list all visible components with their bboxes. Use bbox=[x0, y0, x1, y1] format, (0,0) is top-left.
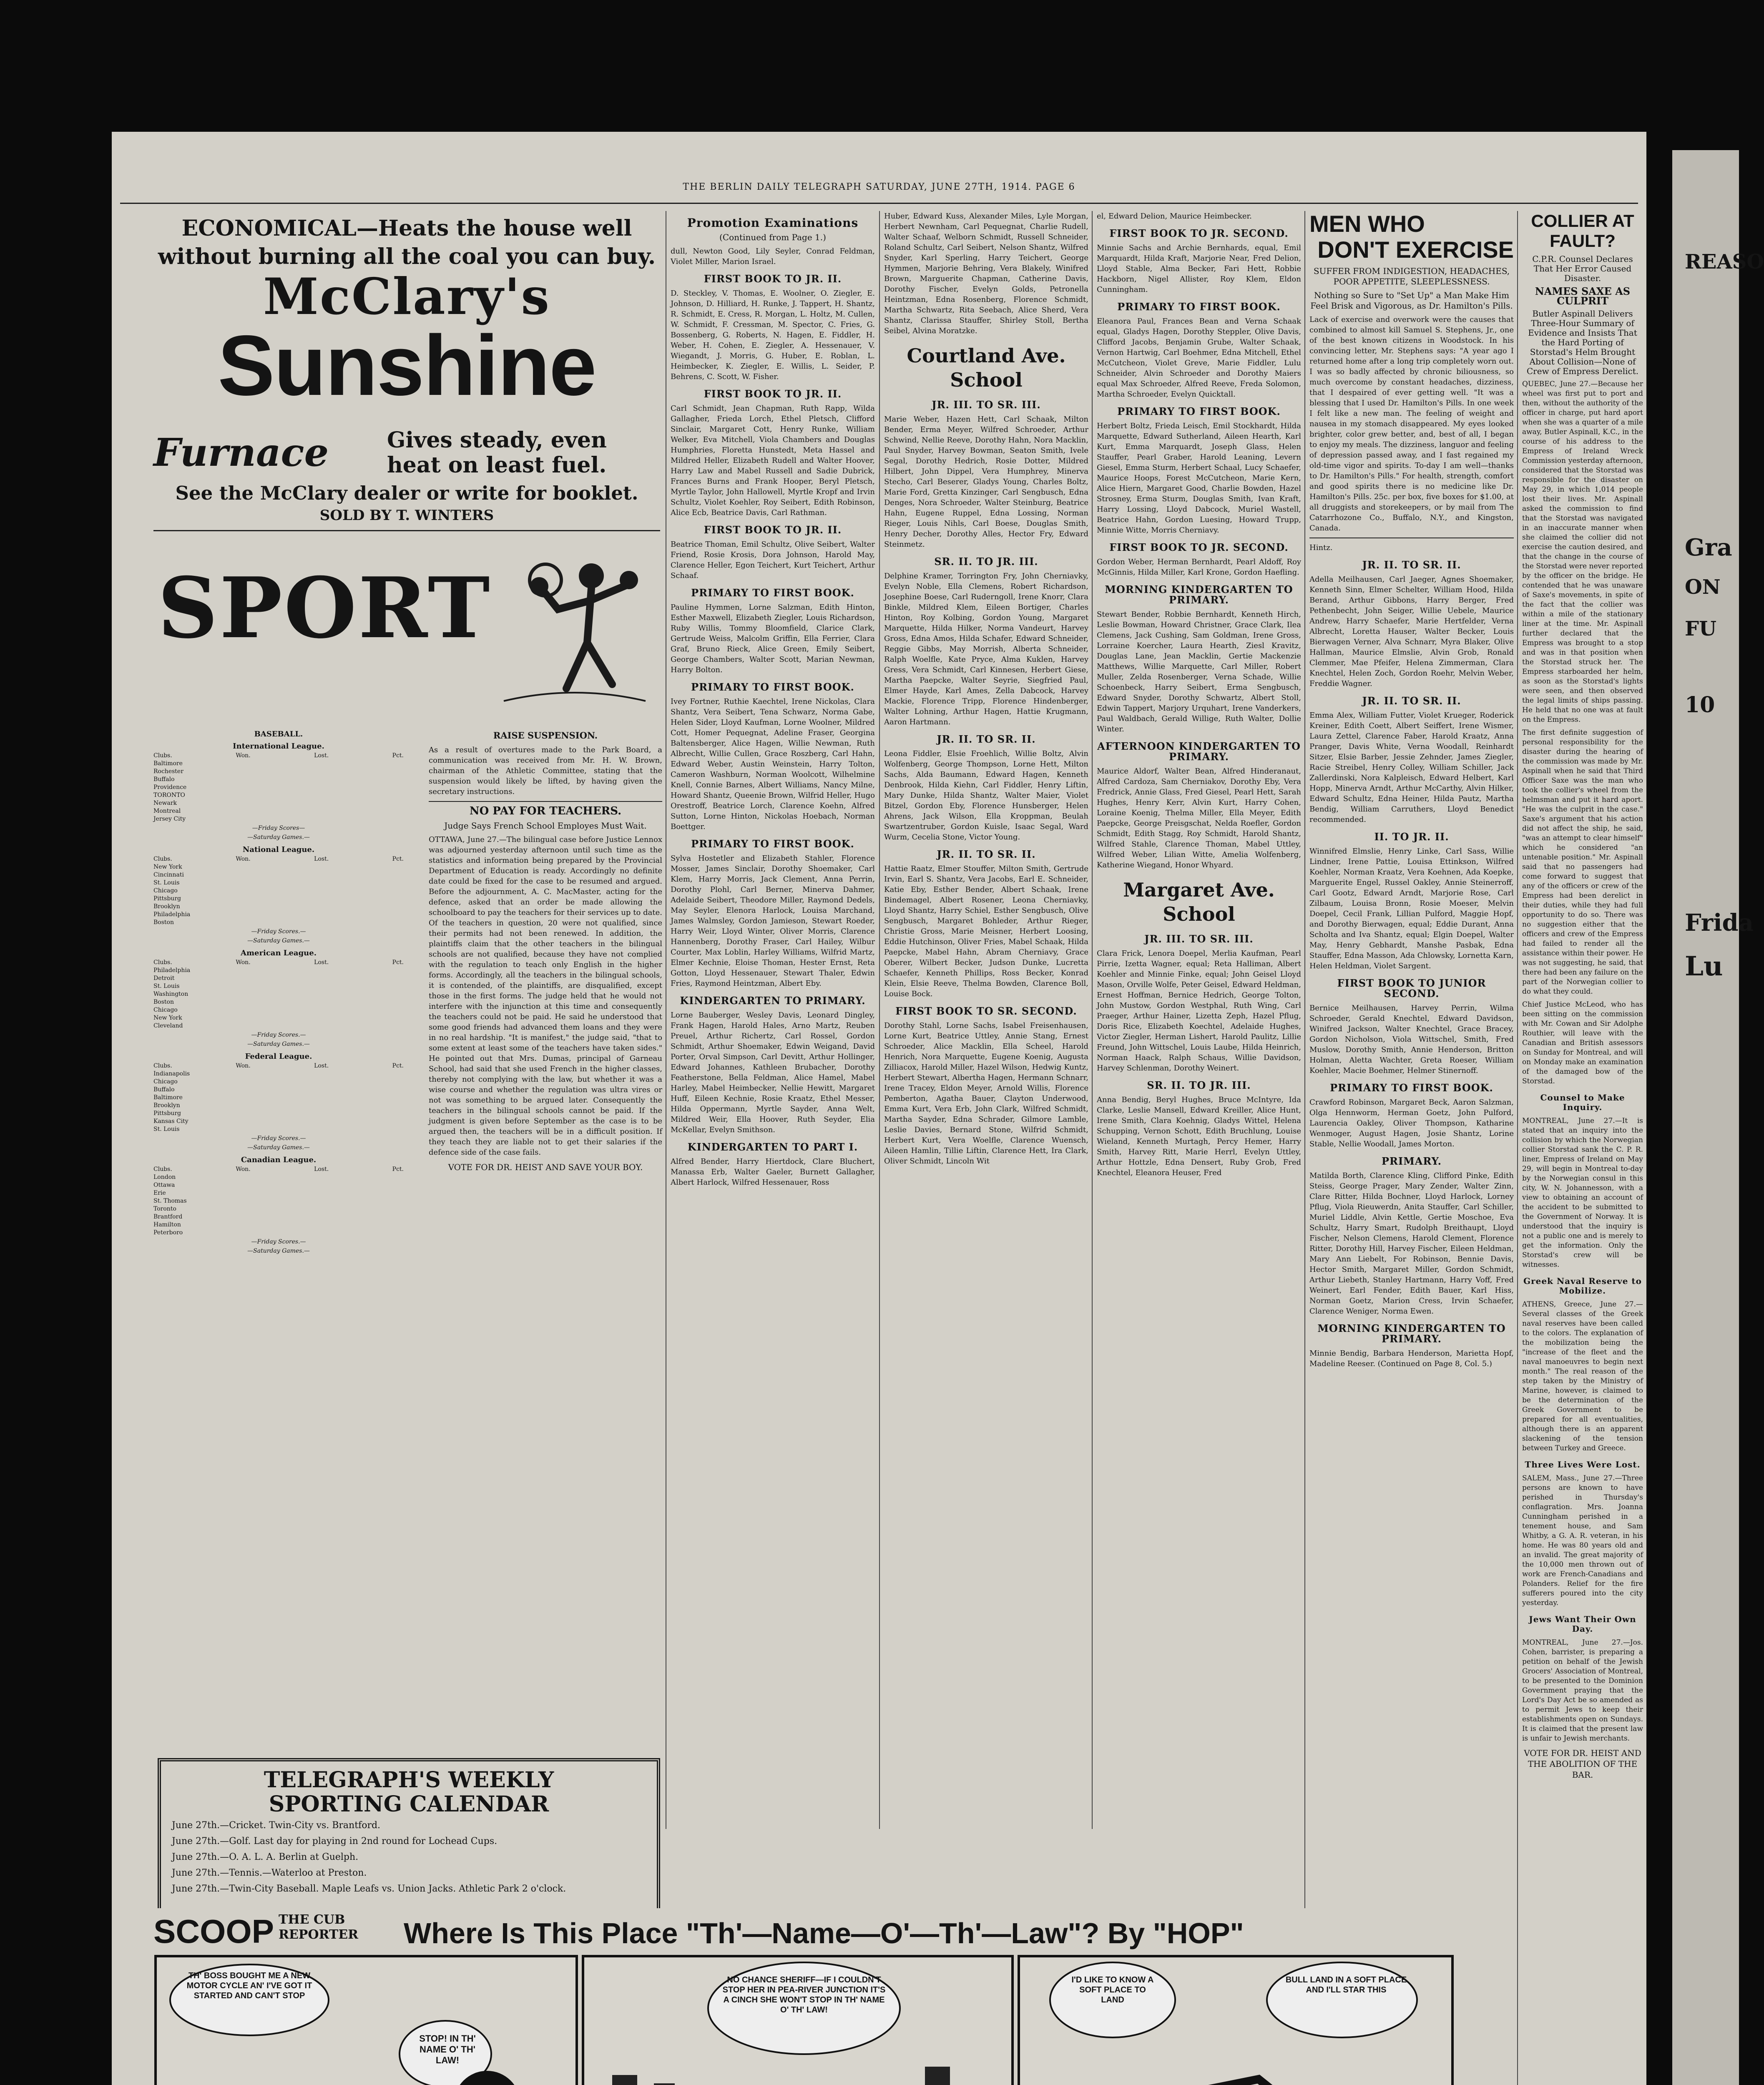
section-heading: PRIMARY TO FIRST BOOK. bbox=[1117, 405, 1281, 417]
league-team-row: Baltimore bbox=[153, 1094, 183, 1101]
calendar-row: June 27th.—Cricket. Twin-City vs. Brantford. bbox=[172, 1820, 381, 1831]
league-team-row: Cleveland bbox=[153, 1022, 183, 1029]
saturday-games-label: —Saturday Games.— bbox=[247, 1041, 310, 1048]
section-heading: FIRST BOOK TO SR. SECOND. bbox=[895, 1005, 1077, 1017]
section-names: Ivey Fortner, Ruthie Kaechtel, Irene Nickolas, Clara Shantz, Vera Seibert, Tena Schwarz, Norma Gabe, Helen Sider, Lloyd Kaufman, Lorne Woolner, Mildred Cott, Homer Pequegnat, Adeline Fraser, Georgina Baltensberger, Alice Hagen, Willie Newman, Ruth Albrecht, Willie Cullen, Grace Roszberg, Carl Hahn, Edward Weber, Austin Weinstein, Harry Tolton, Cameron Washburn, Norman Woolcott, Wilhelmine Knell, Connie Barnes, Albert Williams, Nancy Milne, Howard Shantz, Queenie Brown, Wilfrid Heller, Hugo Orestroff, Beatrice Lorch, Clarence Koehn, Alfred Sutton, Lorne Hinton, Nickolas Hoebach, Norman Boettger. bbox=[671, 697, 875, 831]
league-column-header: Pct. bbox=[392, 752, 404, 759]
section-names: Marie Weber, Hazen Hett, Carl Schaak, Milton Bender, Erma Meyer, Wilfred Schroeder, Arthur Schwind, Nellie Reeve, Dorothy Hahn, Nora Macklin, Paul Snyder, Harvey Bowman, Seaton Smith, Ivele Segal, Dorothy Hedrich, Rosie Dotter, Mildred Hilbert, John Dippel, Vera Humphrey, Minerva Stecho, Carl Beserer, Gladys Young, Charles Boltz, Marie Ford, Gretta Kinzinger, Carl Sengbusch, Edna Denges, Nora Schroeder, Walter Steinburg, Beatrice Hahn, Eugene Ruppel, Edna Lossing, Norman Rieger, Louis Nihls, Carl Boese, Douglas Smith, Henry Decher, Dorothy Alles, Hector Fry, Edward Steinmetz. bbox=[884, 415, 1088, 549]
section-heading: JR. III. TO SR. III. bbox=[1144, 933, 1254, 945]
courtland-school-heading: Courtland Ave. School bbox=[907, 344, 1066, 391]
league-team-row: Hamilton bbox=[153, 1221, 181, 1228]
section-names: D. Steckley, V. Thomas, E. Woolner, O. Ziegler, E. Johnson, D. Hilliard, H. Runke, J. Tappert, H. Shantz, R. Schmidt, E. Cress, R. Morgan, L. Holtz, M. Cullen, W. Schmidt, F. Cressman, M. Spector, C. Fries, G. Bossenberg, G. Roberts, N. Hagen, E. Fiddler, H. Weber, H. Cohen, E. Ziegler, A. Hessenauer, V. Wiegandt, J. Morris, G. Huber, E. Roblan, L. Heimbecker, K. Ziegler, E. Willis, L. Seider, P. Behrens, C. Scott, W. Fisher. bbox=[671, 289, 875, 381]
section-names: Sylva Hostetler and Elizabeth Stahler, Florence Mosser, James Sinclair, Dorothy Shoemaker, Carl Klem, Harry Morris, Jack Clement, Anna Perrin, Dorothy Plohl, Carl Berner, Minerva Dahmer, Adelaide Seibert, Theodore Miller, Raymond Dedels, May Seyler, Elenora Harlock, Louisa Marchand, James Walmsley, Gordon Jamieson, Stewart Roeder, Harry Weir, Lloyd Winter, Oliver Morris, Clarence Hannenberg, Dorothy Fraser, Carl Hailey, Wilbur Courter, Max Loblin, Harley Williams, Wilfrid Martz, Elmer Kechnie, Eloise Thoman, Hester Ernst, Reta Gotton, Lloyd Hessenauer, Stewart Thaler, Edwin Fries, Raymond Heintzman, Albert Eby. bbox=[671, 854, 875, 988]
league-column-header: Won. bbox=[236, 856, 251, 862]
col5-sections bbox=[1309, 560, 1514, 1369]
section-names: Emma Alex, William Futter, Violet Krueger, Roderick Kreiner, Edith Coett, Albert Seiffert, Irene Wismer, Laura Zettel, Clarence Faber, Harold Kraatz, Anna Pranger, Davis White, Verna Woodall, Reinhardt Sitzer, Elsie Barber, Jessie Zehnder, James Ziegler, Racie Streibel, Henry Colley, William Schiller, Jack Zallerdinski, Nora Kalpleisch, Edward Helbert, Karl Hopp, Minerva Arndt, Arthur McCarthy, Alvin Hilker, Edward Schultz, Edna Heiner, Hilda Pautz, Martha Bendig, William Carruthers, Lloyd Benedict recommended. bbox=[1309, 711, 1514, 824]
section-heading: JR. II. TO SR. II. bbox=[1362, 559, 1461, 571]
league-team-row: Washington bbox=[153, 991, 188, 997]
section-names: Herbert Boltz, Frieda Leisch, Emil Stockhardt, Hilda Marquette, Edward Sutherland, Aileen Hearth, Karl Kurt, Emma Marquardt, Joseph Glass, Helen Stauffer, Pearl Graber, Harold Leaning, Levern Giesel, Emma Sturm, Herbert Schaal, Lucy Schaefer, Maurice Hoops, Forest McCutcheon, Marie Kern, Alice Hiern, Margaret Good, Charlie Bowden, Hazel Strosney, Erma Sturm, Douglas Smith, Ivan Kraft, Harry Lossing, Lloyd Dabcock, Muriel Wastell, Beatrice Hahn, Gordon Luesing, Howard Trupp, Minnie Witte, Morris Cherniavy. bbox=[1097, 422, 1301, 535]
league-team-row: Montreal bbox=[153, 808, 181, 814]
section-names: Matilda Borth, Clarence Kling, Clifford Pinke, Edith Steiss, George Prager, Mary Zender, Walter Zinn, Clare Ritter, Hilda Bochner, Lloyd Harlock, Lorney Pflug, Viola Rieuwerdn, Anita Stauffer, Carl Schiller, Muriel Liddle, Alvin Kettle, Gertie Moschoe, Eva Schultz, Harry Smart, Rudolph Breithaupt, Lloyd Fischer, Nelson Clemens, Harold Clement, Florence Ritter, Dorothy Hill, Harvey Fischer, Eileen Heldman, Mary Ann Liebelt, For Robinson, Bennie Davis, Hector Smith, Margaret Miller, Gordon Schmidt, Arthur Liebeth, Stanley Hartmann, Harry Voff, Fred Weinert, Earl Fender, Edith Bauer, Karl Hiss, Norman Goetz, Marion Cress, Irvin Schaefer, Clarence Weniger, Norma Ewen. bbox=[1309, 1171, 1514, 1316]
league-column-header: Pct. bbox=[392, 1063, 404, 1069]
collier-body-3: Chief Justice McLeod, who has been sitting on the commission with Mr. Cowan and Sir Adolphe Routhier, will leave with the Canadian and British assessors on Sunday for Montreal, and will on Monday make an examination of the damaged bow of the Storstad. bbox=[1522, 1000, 1643, 1085]
league-team-row: New York bbox=[153, 864, 182, 870]
men-who-body: Lack of exercise and overwork were the causes that combined to almost kill Samuel S. Stephens, Jr., one of the best known citizens in Woodstock. In his convincing letter, Mr. Stephens says: "A year ago I returned home after a long trip completely worn out. I was so badly affected by chronic biliousness, so much overcome by constant headaches, dizziness, that I despaired of ever getting well. "It was a blessing that I used Dr. Hamilton's Pills. In one week I felt like a new man. The feeling of weight and nausea in my stomach disappeared. My eyes looked brighter, color grew better, and, best of all, I began to enjoy my meals. The dizziness, languor and feeling of depression passed away, and I fast regained my old-time vigor and spirits. To-day I am well—thanks to Dr. Hamilton's Pills." For health, strength, comfort and good spirits there is no medicine like Dr. Hamilton's Pills. 25c. per box, five boxes for $1.00, at all druggists and storekeepers, or by mail from The Catarrhozone Co., Buffalo, N.Y., and Kingston, Canada. bbox=[1309, 315, 1514, 533]
league-team-row: St. Thomas bbox=[153, 1198, 187, 1204]
league-team-row: Jersey City bbox=[153, 816, 186, 822]
comic-episode-title: Where Is This Place "Th'—Name—O'—Th'—Law"? By "HOP" bbox=[404, 1917, 1244, 1949]
section-heading: JR. II. TO SR. II. bbox=[1362, 695, 1461, 707]
league-column-header: Won. bbox=[236, 1063, 251, 1069]
friday-scores-label: —Friday Scores.— bbox=[251, 1238, 306, 1245]
column-rule bbox=[1304, 211, 1305, 2085]
league-column-header: Clubs. bbox=[153, 752, 172, 759]
mcclary-advertisement bbox=[153, 213, 660, 531]
section-names: Hattie Raatz, Elmer Stouffer, Milton Smith, Gertrude Irvin, Earl S. Shantz, Vera Jacobs, Earl E. Schneider, Katie Eby, Esther Bender, Albert Schaak, Irene Bindemagel, Albert Rosener, Leona Cherniavky, Lloyd Shantz, Harry Schiel, Esther Sengbusch, Olive Sengbusch, Margaret Bohleder, Arthur Rieger, Christie Gross, Marie Meisner, Herbert Loosing, Eddie Hutchinson, Oliver Fries, Mabel Schaak, Hilda Paepcke, Mabel Hahn, Abram Cherniavy, Grace Oberer, Wilbert Becker, Judson Dunke, Lucretta Schaefer, Kenneth Phillips, Ross Becker, Konrad Klein, Elsie Reeve, Thelma Bowden, Clarence Boll, Louise Bock. bbox=[884, 864, 1088, 998]
section-heading: FIRST BOOK TO JR. II. bbox=[704, 273, 842, 285]
col3-top-text: Huber, Edward Kuss, Alexander Miles, Lyle Morgan, Herbert Newnham, Carl Pequegnat, Charlie Rudell, Walter Schaaf, Welborn Schmidt, Russell Schneider, Roland Schultz, Carl Seibert, Nelson Shantz, Wilfred Snyder, Karl Sperling, Harry Teichert, George Hymmen, Marjorie Behring, Vera Blakely, Winifred Brown, Marguerite Chapman, Catherine Davis, Dorothy Fischer, Evelyn Golds, Petronella Heintzman, Edna Rosenberg, Florence Schmidt, Martha Schwartz, Rita Seebach, Alice Sherd, Vera Shantz, Clarissa Stauffer, Shirley Stoll, Bertha Seibel, Alvina Moratzke. bbox=[884, 212, 1088, 335]
sport-banner bbox=[153, 543, 660, 718]
greek-body: ATHENS, Greece, June 27.—Several classes of the Greek naval reserves have been called to the colors. The explanation of the mobilization being the "increase of the fleet and the naval manoeuvres to begin next month." The real reason of the step taken by the Ministry of Marine, however, is claimed to be the determination of the Greek Government to be prepared for all eventualities, although there is an apparent slackening of the tension between Turkey and Greece. bbox=[1522, 1300, 1643, 1452]
calendar-row: June 27th.—Golf. Last day for playing in 2nd round for Lochead Cups. bbox=[172, 1836, 498, 1846]
league-column-header: Clubs. bbox=[153, 959, 172, 966]
saturday-games-label: —Saturday Games.— bbox=[247, 1144, 310, 1151]
league-heading: American League. bbox=[241, 949, 317, 957]
men-who-heading-1: MEN WHO bbox=[1309, 211, 1425, 237]
margaret-column bbox=[1097, 211, 1301, 1821]
col5-continued: Hintz. bbox=[1309, 543, 1333, 552]
league-team-row: Philadelphia bbox=[153, 967, 191, 974]
section-heading: MORNING KINDERGARTEN TO PRIMARY. bbox=[1317, 1322, 1506, 1345]
section-names: Dorothy Stahl, Lorne Sachs, Isabel Freisenhausen, Lorne Kurt, Beatrice Uttley, Annie Stang, Ernest Schroeder, Alice Macklin, Ella Scheel, Harold Henrich, Nora Marquette, Eugene Koenig, Augusta Zilliacox, Harold Miller, Hazel Wilson, Hedwig Kuntz, Herbert Stewart, Albertha Hagen, Hermann Schnarr, Irene Tracey, Eldon Meyer, Arnold Willis, Florence Pemberton, Agatha Bauer, Clayton Underwood, Emma Kurt, Vera Erb, John Clark, Wilfred Schmidt, Martha Sayder, Edna Schrader, Gilmore Lamble, Leslie Davies, Bernard Stone, Wilfrid Schmidt, Herbert Kurt, Vera Woelfle, Clarence Wuensch, Aileen Hamlin, Tillie Liftin, Clarence Hett, Ira Clark, Oliver Schmidt, Lincoln Wit bbox=[884, 1021, 1088, 1166]
section-heading: KINDERGARTEN TO PART I. bbox=[687, 1141, 858, 1153]
section-heading: PRIMARY. bbox=[1381, 1155, 1442, 1167]
section-names: Minnie Sachs and Archie Bernhards, equal, Emil Marquardt, Hilda Kraft, Marjorie Near, Fred Delion, Lloyd Stable, Alma Becker, Fari Hett, Robbie Hackborn, Nigel Allister, Roy Klem, Eldon Cunningham. bbox=[1097, 244, 1301, 294]
league-team-row: Brooklyn bbox=[153, 903, 180, 910]
collier-body-2: The first definite suggestion of personal responsibility for the disaster during the hearing of the commission was made by Mr. Aspinall when he said that Third Officer Saxe was the man who took the collier's wheel from the helmsman and put it hard aport. "He was the culprit in the case." Saxe's argument that his action did not affect the ship, he said, "was an attempt to clear himself" which he considered "an untenable position." Mr. Aspinall said that no passengers had come forward to suggest that any of the officers or crew of the Empress had been derelict in their duties, while they had full opportunity to do so. There was no suggestion either that the officers and crew of the Empress had failed to render all the assistance within their power. He was not suggesting, he said, that there had been any failure on the part of the Norwegian collier to do what they could. bbox=[1522, 728, 1643, 996]
exams-continued: (Continued from Page 1.) bbox=[719, 232, 826, 242]
column-rule bbox=[1517, 211, 1518, 2085]
baseball-heading: BASEBALL. bbox=[254, 730, 303, 739]
adjacent-page-text-2: Gra bbox=[1685, 534, 1732, 561]
cub-line-2: REPORTER bbox=[279, 1927, 359, 1942]
raise-suspension-heading: RAISE SUSPENSION. bbox=[493, 730, 598, 741]
league-team-row: Kansas City bbox=[153, 1118, 188, 1125]
scoop-comic-strip bbox=[153, 1908, 1455, 2085]
league-tables bbox=[153, 742, 404, 1255]
section-heading: FIRST BOOK TO JR. SECOND. bbox=[1109, 541, 1289, 553]
three-lives-heading: Three Lives Were Lost. bbox=[1525, 1460, 1641, 1470]
league-team-row: St. Louis bbox=[153, 1126, 180, 1133]
saturday-games-label: —Saturday Games.— bbox=[247, 1248, 310, 1254]
calendar-title-1: TELEGRAPH'S WEEKLY bbox=[264, 1767, 554, 1793]
comic-scoop-title: SCOOP bbox=[153, 1913, 274, 1950]
col4-top-text: el, Edward Delion, Maurice Heimbecker. bbox=[1097, 212, 1252, 221]
league-team-row: Brooklyn bbox=[153, 1102, 180, 1109]
section-heading: FIRST BOOK TO JUNIOR SECOND. bbox=[1337, 977, 1486, 1000]
section-heading: MORNING KINDERGARTEN TO PRIMARY. bbox=[1105, 583, 1293, 606]
league-team-row: Buffalo bbox=[153, 1086, 175, 1093]
league-team-row: Indianapolis bbox=[153, 1070, 190, 1077]
league-team-row: Rochester bbox=[153, 768, 183, 775]
ad-tagline: Gives steady, even heat on least fuel. bbox=[387, 427, 607, 478]
league-team-row: St. Louis bbox=[153, 879, 180, 886]
section-names: Maurice Aldorf, Walter Bean, Alfred Hinderanaut, Alfred Cardoza, Sam Cherniakov, Dorothy Eby, Vera Fredrick, Annie Glass, Fred Giesel, Pearl Hett, Sarah Hughes, Henry Kerr, Alvin Kurt, Harry Cohen, Loraine Koenig, Thelma Miller, Ella Meyer, Edith Paepcke, George Preisgschat, Nelda Roefler, Gordon Schmidt, Edith Stagg, Roy Schmidt, Harold Shantz, Wilfred Stahle, Clarence Thoman, Mabel Uttley, Wilfred Weber, Lilian Witte, Amelia Wolfenberg, Katherine Wiegand, Honor Whyard. bbox=[1097, 767, 1301, 869]
sport-title: SPORT bbox=[158, 559, 492, 657]
men-who-heading-2: DON'T EXERCISE bbox=[1317, 236, 1514, 263]
adjacent-page-text-7: Lu bbox=[1685, 951, 1723, 982]
league-column-header: Lost. bbox=[314, 1166, 329, 1173]
column-rule bbox=[879, 211, 880, 1829]
ad-dealer-line: See the McClary dealer or write for booklet. bbox=[175, 482, 638, 504]
vote-bar-notice: VOTE FOR DR. HEIST AND THE ABOLITION OF THE BAR. bbox=[1524, 1748, 1641, 1780]
section-names: Carl Schmidt, Jean Chapman, Ruth Rapp, Wilda Gallagher, Frieda Lorch, Ethel Pletsch, Clifford Sinclair, Margaret Cott, Henry Runke, William Welker, Eva Mitchell, Viola Chambers and Douglas Humphries, Floretta Hunstedt, Meta Hassel and Mildred Heller, Elizabeth Rudell and Walter Hoover, Harry Law and Mabel Russell and Sadie Dubrick, Frances Burns and Frank Hooper, Beryl Pletsch, Myrtle Taylor, John Hallowell, Myrtle Kropf and Irvin Schultz, Violet Koehler, Roy Seibert, Edith Robinson, Alice Ecb, Beatrice Davis, Carl Rathman. bbox=[671, 404, 875, 517]
league-columns bbox=[153, 855, 404, 863]
league-team-row: Brantford bbox=[153, 1213, 183, 1220]
league-team-row: Erie bbox=[153, 1190, 166, 1196]
section-heading: PRIMARY TO FIRST BOOK. bbox=[691, 681, 854, 693]
league-column-header: Lost. bbox=[314, 1063, 329, 1069]
league-team-row: Philadelphia bbox=[153, 911, 191, 918]
league-column-header: Won. bbox=[236, 752, 251, 759]
comic-panels bbox=[153, 1954, 1455, 2085]
adjacent-page-text-1: REASO bbox=[1685, 250, 1764, 274]
three-lives-body: SALEM, Mass., June 27.—Three persons are known to have perished in Thursday's conflagration. Mrs. Joanna Cunningham perished in a tenement house, and Sam Whitby, a G. A. R. veteran, in his home. He was 80 years old and an invalid. The great majority of the 10,000 men thrown out of work are French-Canadians and Polanders. Relief for the fire sufferers poured into the city yesterday. bbox=[1522, 1474, 1643, 1607]
collier-culprit-heading: NAMES SAXE AS CULPRIT bbox=[1535, 285, 1631, 307]
comic-balloon-3: NO CHANCE SHERIFF—IF I COULDN'T STOP HER IN PEA-RIVER JUNCTION IT'S A CINCH SHE WON'T STOP IN TH' NAME O' TH' LAW! bbox=[722, 1975, 886, 2015]
league-team-row: Toronto bbox=[153, 1206, 176, 1212]
saturday-games-label: —Saturday Games.— bbox=[247, 834, 310, 841]
men-who-subheading-2: Nothing so Sure to "Set Up" a Man Make Him Feel Brisk and Vigorous, as Dr. Hamilton's Pills. bbox=[1310, 290, 1513, 311]
section-heading: KINDERGARTEN TO PRIMARY. bbox=[680, 995, 866, 1007]
league-columns bbox=[153, 752, 404, 760]
comic-balloon-4: I'D LIKE TO KNOW A SOFT PLACE TO LAND bbox=[1071, 1975, 1154, 2005]
section-heading: JR. II. TO SR. II. bbox=[937, 848, 1036, 860]
newspaper-page bbox=[112, 132, 1646, 2085]
section-heading: SR. II. TO JR. III. bbox=[1147, 1079, 1251, 1091]
comic-balloon-1: TH' BOSS BOUGHT ME A NEW MOTOR CYCLE AN' I'VE GOT IT STARTED AND CAN'T STOP bbox=[186, 1971, 312, 2000]
league-heading: Canadian League. bbox=[241, 1156, 317, 1164]
section-heading: JR. III. TO SR. III. bbox=[932, 399, 1041, 411]
section-heading: PRIMARY TO FIRST BOOK. bbox=[691, 587, 854, 599]
section-names: Leona Fiddler, Elsie Froehlich, Willie Boltz, Alvin Wolfenberg, George Thompson, Lorne Hett, Milton Sachs, Alda Baumann, Edward Hagen, Kenneth Denbrook, Hilda Kiehn, Carl Fiddler, Henry Liftin, Mary Dunke, Hilda Shantz, Walter Maier, Violet Bitzel, Gordon Eby, Florence Hunsberger, Helen Ahrens, Jack Wilson, Ella Kroppman, Beulah Swartzentruber, Gordon Kuisle, Isaac Segal, Ward Wurm, Cecelia Stone, Victor Young. bbox=[884, 749, 1088, 842]
vote-heist-notice: VOTE FOR DR. HEIST AND SAVE YOUR BOY. bbox=[448, 1162, 643, 1172]
collier-summary: Butler Aspinall Delivers Three-Hour Summary of Evidence and Insists That the Hard Porting of Storstad's Helm Brought About Collision—None of Crew of Empress Derelict. bbox=[1526, 309, 1639, 376]
counsel-body: MONTREAL, June 27.—It is stated that an inquiry into the collision by which the Norwegian collier Storstad sank the C. P. R. liner, Empress of Ireland on May 29, will begin in Montreal to-day by the Norwegian consul in this city, W. N. Johannesson, with a view to obtaining an account of the accident to be submitted to the Government of Norway. It is understood that the inquiry is not a public one and is merely to get the information. Only the Storstad's crew will be witnesses. bbox=[1522, 1117, 1643, 1269]
adjacent-page bbox=[1672, 150, 1764, 2085]
league-team-row: New York bbox=[153, 1015, 182, 1021]
section-names: Lorne Bauberger, Wesley Davis, Leonard Dingley, Frank Hagen, Harold Hales, Arno Martz, Reuben Preuel, Arthur Richertz, Carl Rossel, Gordon Schmidt, Arthur Shoemaker, Edwin Weigand, David Porter, Orval Simpson, Carl Devitt, Arthur Hollinger, Edward Johannes, Kathleen Brubacher, Dorothy Featherstone, Bella Feldman, Alice Hamel, Mabel Harley, Mabel Heimbecker, Nellie Hewitt, Margaret Huff, Eileen Kechnie, Rosie Kraatz, Ethel Messer, Hilda Oppermann, Myrtle Sayder, Anna Welt, Mildred Weir, Ella Hoover, Ruth Seyder, Elia McKellar, Evelyn Smithson. bbox=[671, 1011, 875, 1134]
league-team-row: Providence bbox=[153, 784, 187, 791]
promotion-exams-column bbox=[671, 211, 875, 1821]
collier-heading: COLLIER AT FAULT? bbox=[1531, 211, 1634, 251]
league-heading: International League. bbox=[233, 742, 324, 751]
league-team-row: Baltimore bbox=[153, 760, 183, 767]
section-names: Eleanora Paul, Frances Bean and Verna Schaak equal, Gladys Hagen, Dorothy Steppler, Olive Davis, Clifford Jacobs, Benjamin Grube, Walter Schaak, Vernon Hartwig, Carl Boehmer, Edna Mitchell, Ethel McCutcheon, Violet Greve, Marie Fiddler, Lulu Schneider, Alvin Schroeder and Dorothy Maiers equal Max Schroeder, Alfred Reeve, Freda Solomon, Martha Schroeder, Evelyn Quicktall. bbox=[1097, 317, 1301, 399]
league-column-header: Won. bbox=[236, 1166, 251, 1173]
saturday-games-label: —Saturday Games.— bbox=[247, 937, 310, 944]
league-team-row: Buffalo bbox=[153, 776, 175, 783]
league-team-row: Chicago bbox=[153, 1007, 178, 1013]
adjacent-page-text-6: Frida bbox=[1685, 909, 1754, 937]
exams-intro: dull, Newton Good, Lily Seyler, Conrad Feldman, Violet Miller, Marion Israel. bbox=[671, 247, 875, 266]
league-team-row: Detroit bbox=[153, 975, 175, 982]
league-columns bbox=[153, 959, 404, 967]
league-columns bbox=[153, 1062, 404, 1070]
adjacent-page-text-5: 10 bbox=[1685, 692, 1715, 718]
league-team-row: TORONTO bbox=[153, 792, 185, 799]
collier-column bbox=[1522, 211, 1643, 2085]
section-heading: FIRST BOOK TO JR. II. bbox=[704, 388, 842, 400]
exams-sections bbox=[671, 274, 875, 1188]
league-team-row: Chicago bbox=[153, 1078, 178, 1085]
friday-scores-label: —Friday Scores.— bbox=[251, 1135, 306, 1142]
comic-cub-reporter bbox=[279, 1912, 358, 1942]
league-team-row: Newark bbox=[153, 800, 177, 806]
league-column-header: Lost. bbox=[314, 959, 329, 966]
league-heading: Federal League. bbox=[245, 1052, 312, 1061]
section-names: Stewart Bender, Robbie Bernhardt, Kenneth Hirch, Leslie Bowman, Howard Christner, Grace Clark, Ilea Clemens, Jack Cushing, Sam Goldman, Irene Gross, Lorraine Koercher, Laura Hearth, Ziesl Kravitz, Douglas Lane, Jean Macklin, Gertie Mackenzie Matthews, Willie Marquette, Carl Miller, Robert Muller, Zelda Rosenberger, Verna Schade, Willie Schoenbeck, Harry Seibert, Erma Sengbusch, Edward Snyder, Dorothy Schwartz, Albert Stoll, Edwin Tappert, Marjory Urquhart, Irene Vanderkers, Paul Waldbach, Gerald Willige, Ruth Walter, Dollie Winter. bbox=[1097, 610, 1301, 734]
league-column-header: Pct. bbox=[392, 959, 404, 966]
league-team-row: Chicago bbox=[153, 887, 178, 894]
margaret-sections bbox=[1097, 934, 1301, 1178]
adjacent-page-text-3: ON bbox=[1685, 575, 1721, 599]
league-team-row: Boston bbox=[153, 999, 174, 1005]
baseball-standings bbox=[153, 726, 404, 1256]
calendar-row: June 27th.—Tennis.—Waterloo at Preston. bbox=[172, 1868, 367, 1878]
no-pay-subheading: Judge Says French School Employes Must Wait. bbox=[444, 821, 647, 831]
collier-subheading: C.P.R. Counsel Declares That Her Error Caused Disaster. bbox=[1532, 254, 1633, 283]
section-names: Winnifred Elmslie, Henry Linke, Carl Sass, Willie Lindner, Irene Pattie, Louisa Ettinkson, Wilfred Koehler, Norman Kraatz, Vera Koehnen, Ada Koepke, Marguerite Engel, Russel Oakley, Annie Steinerroff, Carl Gootz, Edward Arndt, Marjorie Rose, Carl Zilbaum, Louisa Bronn, Rosie Moeser, Melvin Doepel, Cecil Frank, Lillian Pulford, Maggie Hopf, and Dorothy Bierwagen, equal; Eddie Durant, Anna Scholta and Iva Shantz, equal; Elgin Doepel, Walter May, Henry Gebhardt, Manshe Pasbak, Edna Stauffer, Edna Masson, Ada Chlowsky, Lornetta Karn, Helen Heldman, Violet Sargent. bbox=[1309, 847, 1514, 970]
section-heading: PRIMARY TO FIRST BOOK. bbox=[691, 838, 854, 850]
friday-scores-label: —Friday Scores— bbox=[252, 825, 305, 831]
league-team-row: Pittsburg bbox=[153, 1110, 181, 1117]
comic-balloon-5: BULL LAND IN A SOFT PLACE AND I'LL STAR THIS bbox=[1285, 1975, 1407, 1995]
comic-balloon-2: STOP! IN TH' NAME O' TH' LAW! bbox=[419, 2033, 476, 2065]
league-column-header: Clubs. bbox=[153, 856, 172, 862]
section-names: Bernice Meilhausen, Harvey Perrin, Wilma Schroeder, Gerald Knechtel, Edward Davidson, Winifred Jackson, Walter Knechtel, Grace Bracey, Gordon Nicholson, Viola Wittschel, Smith, Fred Muslow, Dorothy Smith, Annie Henderson, Britton Holman, Aletta Wachter, Greta Roeser, William Koehler, Macie Boehmer, Helmer Stinernoff. bbox=[1309, 1004, 1514, 1075]
league-column-header: Clubs. bbox=[153, 1166, 172, 1173]
league-column-header: Lost. bbox=[314, 856, 329, 862]
raise-suspension-body: As a result of overtures made to the Park Board, a communication was received from Mr. H. W. Brown, chairman of the Athletic Committee, stating that the suspension would likely be lifted, by having given the secretary instructions. bbox=[429, 746, 662, 796]
league-column-header: Won. bbox=[236, 959, 251, 966]
friday-scores-label: —Friday Scores.— bbox=[251, 928, 306, 935]
ad-headline-2: without burning all the coal you can buy. bbox=[158, 244, 656, 269]
calendar-row: June 27th.—Twin-City Baseball. Maple Leafs vs. Union Jacks. Athletic Park 2 o'clock. bbox=[172, 1884, 566, 1894]
section-heading: PRIMARY TO FIRST BOOK. bbox=[1330, 1082, 1493, 1094]
section-heading: SR. II. TO JR. III. bbox=[934, 555, 1038, 568]
league-column-header: Lost. bbox=[314, 752, 329, 759]
page-masthead: THE BERLIN DAILY TELEGRAPH SATURDAY, JUNE 27TH, 1914. PAGE 6 bbox=[120, 182, 1638, 204]
league-column-header: Pct. bbox=[392, 1166, 404, 1173]
section-names: Adella Meilhausen, Carl Jaeger, Agnes Shoemaker, Kenneth Sinn, Elmer Schelter, William Hood, Hilda Berand, Arthur Gibbons, Harry Berger, Fred Pethenbecht, John Seiger, Willie Uebele, Maurice Andrew, Harry Schaefer, Marie Hertfelder, Verna Albrecht, Loretta Hauser, Walter Becker, Louis Bierwagen Verner, Alva Schnarr, Myra Blaker, Olive Hallman, Maurice Elmslie, Alvin Grob, Ronald Clemmer, Mae Pfeifer, Helena Zimmerman, Clara Knechtel, Helen Zoch, Gordon Roehr, Melvin Weber, Freddie Wagner. bbox=[1309, 575, 1514, 688]
jews-heading: Jews Want Their Own Day. bbox=[1529, 1614, 1636, 1634]
no-pay-heading: NO PAY FOR TEACHERS. bbox=[469, 805, 622, 817]
col4-sections bbox=[1097, 228, 1301, 870]
men-who-column bbox=[1309, 211, 1514, 2085]
league-team-row: St. Louis bbox=[153, 983, 180, 990]
section-names: Delphine Kramer, Torrington Fry, John Cherniavky, Evelyn Noble, Ella Clemens, Robert Richardson, Josephine Boese, Carl Ruderngoll, Irene Knorr, Clara Binkle, Mildred Klem, Eileen Bortiger, Charles Hinton, Roy Kolbing, Gordon Young, Margaret Marquette, Hilda Hilker, Norma Vandeurt, Harvey Gross, Edna Amos, Hilda Schafer, Edward Schneider, Reggie Gibbs, May Morrish, Alberta Schneider, Ralph Woelfle, Kate Pryce, Alma Kuklen, Harvey Gress, Vera Schmidt, Carl Kinnesen, Herbert Giese, Martha Paepcke, Walter Seyrie, Siegfried Paul, Elmer Hayde, Karl Ames, Zella Dabcock, Harvey Mackie, Florence Tripp, Florence Hindenberger, Walter Lohning, Arthur Hagen, Hattie Krugmann, Aaron Hartmann. bbox=[884, 572, 1088, 726]
divider bbox=[429, 801, 662, 802]
greek-heading: Greek Naval Reserve to Mobilize. bbox=[1523, 1276, 1642, 1296]
section-heading: II. TO JR. II. bbox=[1374, 831, 1449, 843]
section-heading: PRIMARY TO FIRST BOOK. bbox=[1117, 301, 1281, 313]
margaret-school-heading: Margaret Ave. School bbox=[1123, 879, 1275, 925]
ad-headline-1: ECONOMICAL—Heats the house well bbox=[181, 216, 632, 241]
ad-product: Sunshine bbox=[218, 318, 596, 413]
adjacent-page-text-4: FU bbox=[1685, 617, 1716, 641]
league-team-row: London bbox=[153, 1174, 176, 1181]
section-names: Gordon Weber, Herman Bernhardt, Pearl Aldoff, Roy McGinnis, Hilda Miller, Karl Krone, Gordon Haefling. bbox=[1097, 558, 1301, 577]
ad-sold-by: SOLD BY T. WINTERS bbox=[319, 507, 494, 524]
section-names: Minnie Bendig, Barbara Henderson, Marietta Hopf, Madeline Reeser. (Continued on Page 8, Col. 5.) bbox=[1309, 1349, 1514, 1368]
calendar-row: June 27th.—O. A. L. A. Berlin at Guelph. bbox=[172, 1852, 359, 1862]
comic-title-bar bbox=[153, 1908, 1455, 1954]
no-pay-body: OTTAWA, June 27.—The bilingual case before Justice Lennox was adjourned yesterday afternoon until such time as the statistics and information being prepared by the Provincial Department of Education is ready. Accordingly no definite date could be fixed for the case to be resumed and argued. Before the adjournment, A. C. MacMaster, acting for the defence, asked that an order be made allowing the schoolboard to pay the teachers for their services up to date. Of the teachers in question, 20 were not qualified, since their permits had not been renewed. In addition, the plaintiffs claim that the other teachers in the bilingual schools are not qualified, because they have not complied with the regulation to teach only English in the higher forms. Accordingly, all the teachers in the bilingual schools, it is contended, of the plaintiffs, are disqualified, except those in the first forms. The judge held that he would not interfere with the injunction at this time and consequently the teachers could not be paid. He said he understood that some good friends had advanced them loans and they were in no real hardship. "It is manifest," the judge said, "that to some extent at least some of the teachers have taken sides." He pointed out that Mrs. Dumas, principal of Garneau School, had said that she used French in the higher classes, thereby not complying with the law, but whether it was a wise course and whether the regulation was ultra vires or not was something to be argued later. Consequently the teachers in the bilingual schools cannot be paid. If the judgment is given before September as the case is to be argued then, the teachers will be in a difficult position. If they teach they are liable not to get their salaries if the defence side of the case fails. bbox=[429, 835, 662, 1157]
men-who-subheading: SUFFER FROM INDIGESTION, HEADACHES, POOR APPETITE, SLEEPLESSNESS. bbox=[1313, 266, 1510, 286]
sport-articles bbox=[429, 726, 662, 1173]
section-heading: FIRST BOOK TO JR. II. bbox=[704, 524, 842, 536]
friday-scores-label: —Friday Scores.— bbox=[251, 1032, 306, 1038]
league-team-row: Pittsburg bbox=[153, 895, 181, 902]
collier-body-1: QUEBEC, June 27.—Because her wheel was first put to port and then, without the authority of the officer in charge, put hard aport when she was a quarter of a mile away, Butler Aspinall, K.C., in the course of his address to the Empress of Ireland Wreck Commission yesterday afternoon, considered that the Storstad was responsible for the disaster on May 29, in which 1,014 people lost their lives. Mr. Aspinall asked the commission to find that the Storstad was navigated in an inaccurate manner when she claimed the collier did not exercise the caution desired, and that the change in the course of the Storstad were never reported by the officer on the bridge. He contended that he was unaware of Saxe's movements, in spite of the fact that the collier was within a mile of the stationary liner at the time. Mr. Aspinall further declared that the Empress was brought to a stop and was in that position when the Storstad struck her. The Empress starboarded her helm, as soon as the Storstad's lights were seen, and then observed the legal limits of ships passing. He held that no one was at fault on the Empress. bbox=[1522, 380, 1643, 724]
league-team-row: Ottawa bbox=[153, 1182, 175, 1188]
section-names: Anna Bendig, Beryl Hughes, Bruce McIntyre, Ida Clarke, Leslie Mansell, Edward Kreiller, Alice Hunt, Irene Smith, Clara Koehnig, Gladys Wittel, Helena Schupping, Vernon Schott, Edith Bruchlung, Louise Wieland, Kenneth Murtagh, Percy Hemer, Harry Smith, Harvey Ritt, Marie Herrl, Evelyn Uttley, Arthur Hottzle, Edna Densert, Ruby Grob, Fred Knechtel, Eleanora Heuser, Fred bbox=[1097, 1095, 1301, 1177]
league-columns bbox=[153, 1166, 404, 1173]
section-heading: AFTERNOON KINDERGARTEN TO PRIMARY. bbox=[1097, 740, 1301, 763]
league-column-header: Pct. bbox=[392, 856, 404, 862]
section-heading: JR. II. TO SR. II. bbox=[937, 733, 1036, 745]
league-column-header: Clubs. bbox=[153, 1063, 172, 1069]
section-names: Pauline Hymmen, Lorne Salzman, Edith Hinton, Esther Maxwell, Elizabeth Ziegler, Louis Richardson, Ruby Willis, Tommy Bloomfield, Clarice Clark, Gertrude Weiss, Malcolm Griffin, Ella Ferrier, Clara Graf, Bruno Rieck, Alice Green, Emily Seibert, George Chambers, Walter Scott, Marian Newman, Harry Bolton. bbox=[671, 603, 875, 674]
ad-brand: McClary's bbox=[263, 267, 550, 326]
league-team-row: Cincinnati bbox=[153, 872, 184, 878]
section-names: Alfred Bender, Harry Hiertdock, Clare Bluchert, Manassa Erb, Walter Gaeler, Burnett Gallagher, Albert Harlock, Wilfred Hessenauer, Ross bbox=[671, 1157, 875, 1187]
section-names: Clara Frick, Lenora Doepel, Merlia Kaufman, Pearl Pirrie, Izetta Wagner, equal; Reta Halliman, Albert Koehler and Minnie Finke, equal; John Geisel Lloyd Mason, Orville Wolfe, Peter Geisel, Edward Heldman, Ernest Hoffman, Bernice Hedrich, George Tolton, John Mustow, Gordon Westphal, Ruth Wing, Carl Praeger, Arthur Hainer, Lizetta Zeph, Hazel Pflug, Doris Rice, Elizabeth Koechtel, Adelaide Hughes, Victor Ziegler, Herman Lishert, Harold Paulitz, Lillie Freund, John Wittschel, Louis Laube, Hilda Heinrich, Norman Haack, Ralph Schaus, Willie Davidson, Harvey Schlenman, Dorothy Weinert. bbox=[1097, 949, 1301, 1073]
jews-body: MONTREAL, June 27.—Jos. Cohen, barrister, is preparing a petition on behalf of the Jewish Grocers' Association of Montreal, to be presented to the Dominion Government praying that the Lord's Day Act be so amended as to permit Jews to keep their establishments open on Sundays. It is claimed that the present law is unfair to Jewish merchants. bbox=[1522, 1638, 1643, 1743]
column-rule bbox=[1092, 211, 1093, 1829]
section-names: Beatrice Thoman, Emil Schultz, Olive Seibert, Walter Friend, Rosie Krosis, Dora Johnson, Harold May, Clarence Heller, Egon Teichert, Kurt Teichert, Arthur Schaaf. bbox=[671, 540, 875, 580]
exams-heading: Promotion Examinations bbox=[687, 216, 859, 230]
counsel-heading: Counsel to Make Inquiry. bbox=[1540, 1093, 1625, 1112]
ad-furnace: Furnace bbox=[153, 430, 329, 475]
cub-line-1: THE CUB bbox=[279, 1912, 345, 1927]
courtland-sections bbox=[884, 399, 1088, 1166]
section-names: Crawford Robinson, Margaret Beck, Aaron Salzman, Olga Hennworm, Herman Goetz, John Pulford, Laurencia Oakley, Oliver Thompson, Katharine Wenmoger, August Hagen, Josie Shantz, Lorine Stable, Nellie Woodall, James Morton. bbox=[1309, 1098, 1514, 1148]
league-heading: National League. bbox=[242, 845, 315, 854]
courtland-column bbox=[884, 211, 1088, 1821]
boxer-illustration-icon bbox=[495, 551, 654, 709]
calendar-title-2: SPORTING CALENDAR bbox=[269, 1791, 549, 1817]
league-team-row: Boston bbox=[153, 919, 174, 926]
league-team-row: Peterboro bbox=[153, 1229, 183, 1236]
section-heading: FIRST BOOK TO JR. SECOND. bbox=[1109, 227, 1289, 239]
